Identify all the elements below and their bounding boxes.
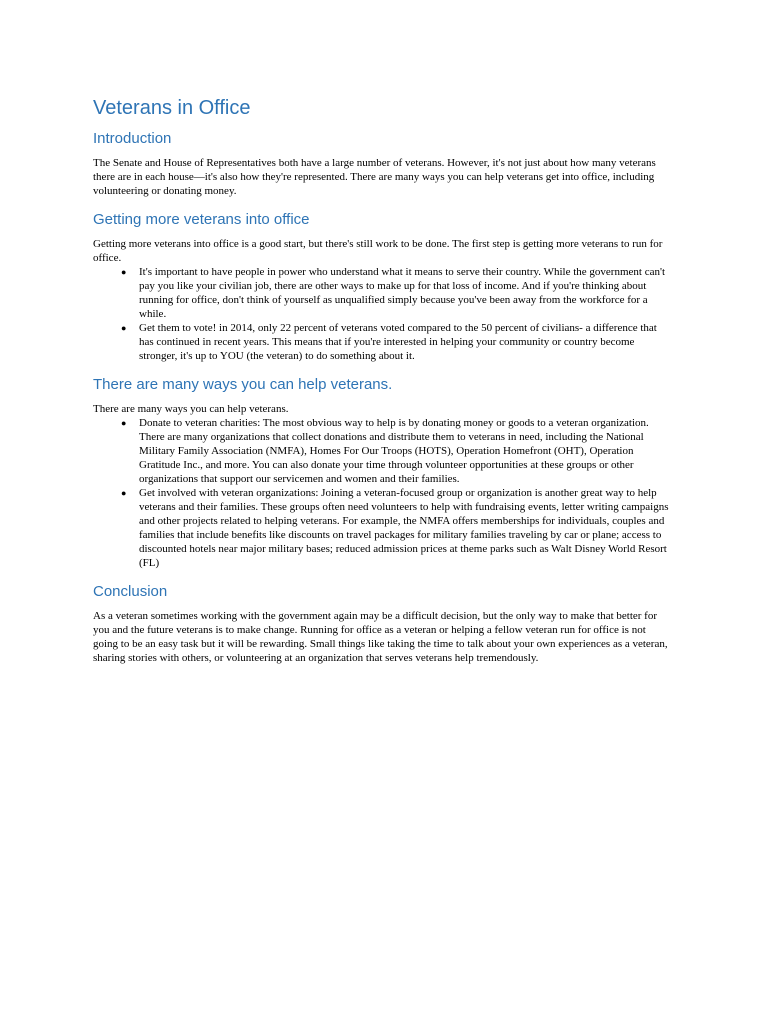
introduction-paragraph: The Senate and House of Representatives both have a large number of veterans. However, it's not just about how many veterans there are in each house—it's also how they're represented. There are many ways you can help veterans get into office, including volunteering or donating money.: [93, 157, 656, 197]
list-item-text: It's important to have people in power who understand what it means to serve their country. While the government can't pay you like your civilian job, there are other ways to make up for that loss of income. And if you're thinking about running for office, don't think of yourself as unqualified simply because you've been away from the workforce for a while.: [139, 266, 666, 320]
section-heading-conclusion: Conclusion: [93, 583, 168, 600]
getting-more-veterans-paragraph: Getting more veterans into office is a good start, but there's still work to be done. The first step is getting more veterans to run for office.: [93, 238, 663, 264]
list-item-text: Get involved with veteran organizations: Joining a veteran-focused group or organization is another great way to help veterans and their families. These groups often need volunteers to help with fundraising events, letter writing campaigns and other projects related to helping veterans. For example, the NMFA offers memberships for individuals, couples and families that include benefits like discounts on travel packages for military families traveling by car or plane; access to discounted hotels near major military bases; reduced admission prices at theme parks such as Walt Disney World Resort (FL): [139, 487, 669, 569]
conclusion-paragraph: As a veteran sometimes working with the government again may be a difficult decision, but the only way to make that better for you and the future veterans is to make change. Running for office as a veteran or helping a fellow veteran run for office is not going to be an easy task but it will be rewarding. Small things like taking the time to talk about your own experiences as a veteran, sharing stories with others, or volunteering at an organization that serves veterans help tremendously.: [93, 610, 668, 664]
bullet-icon: ●: [121, 418, 127, 428]
list-item: [93, 265, 673, 321]
section-heading-introduction: Introduction: [93, 130, 172, 147]
document-page: [93, 96, 673, 678]
bullet-icon: ●: [121, 323, 127, 333]
section-heading-getting-more-veterans: Getting more veterans into office: [93, 211, 310, 228]
bullet-icon: ●: [121, 488, 127, 498]
list-item-text: Donate to veteran charities: The most obvious way to help is by donating money or goods to a veteran organization. There are many organizations that collect donations and distribute them to veterans in need, including the National Military Family Association (NMFA), Homes For Our Troops (HOTS), Operation Homefront (OHT), Operation Gratitude Inc., and more. You can also donate your time through volunteer opportunities at these groups or other organizations that support our servicemen and women and their families.: [139, 417, 649, 485]
list-item: [93, 321, 673, 363]
ways-to-help-paragraph: There are many ways you can help veterans.: [93, 403, 289, 415]
getting-more-veterans-list: [93, 265, 673, 363]
document-title: Veterans in Office: [93, 97, 251, 119]
list-item: [93, 416, 673, 486]
list-item-text: Get them to vote! in 2014, only 22 percent of veterans voted compared to the 50 percent of civilians- a difference that has continued in recent years. This means that if you're interested in helping your community or country become stronger, it's up to YOU (the veteran) to do something about it.: [139, 322, 657, 362]
ways-to-help-list: [93, 416, 673, 570]
bullet-icon: ●: [121, 267, 127, 277]
list-item: [93, 486, 673, 570]
section-heading-ways-to-help: There are many ways you can help veterans.: [93, 376, 393, 393]
